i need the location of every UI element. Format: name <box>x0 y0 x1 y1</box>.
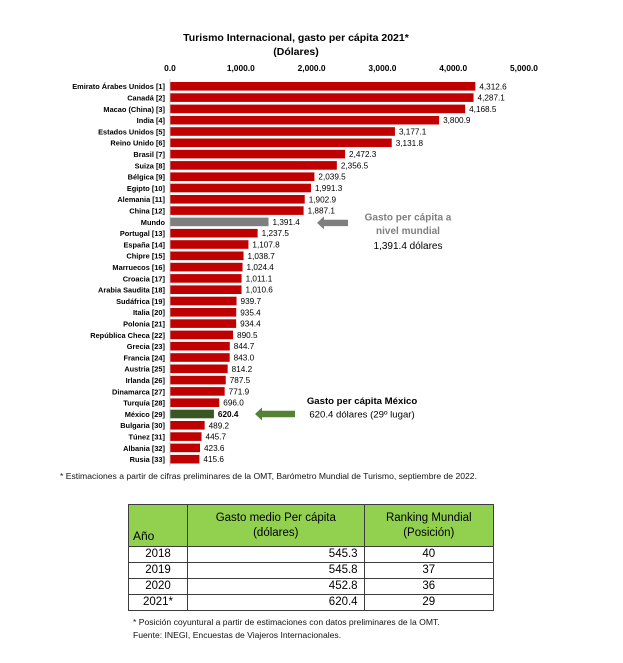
category-label: Croacia [17] <box>122 274 165 284</box>
category-label: Emirato Árabes Unidos [1] <box>72 82 165 92</box>
cell-rank: 36 <box>364 579 493 595</box>
bar <box>170 297 237 306</box>
category-label: Bélgica [9] <box>127 172 165 182</box>
value-label: 843.0 <box>233 353 255 363</box>
header-rank-line2: (Posición) <box>403 526 455 539</box>
table-row <box>129 579 494 595</box>
world-annotation-text: Gasto per cápita a <box>364 212 452 224</box>
category-label: Portugal [13] <box>119 229 165 239</box>
bar <box>170 127 395 136</box>
value-label: 1,237.5 <box>261 229 289 239</box>
value-label: 1,887.1 <box>307 206 335 216</box>
chart-subtitle: (Dólares) <box>273 46 319 58</box>
category-label: República Checa [22] <box>90 330 165 340</box>
cell-value: 545.8 <box>188 563 365 579</box>
bar <box>170 82 475 91</box>
header-spend-line2: (dólares) <box>253 526 299 539</box>
cell-rank: 40 <box>364 547 493 563</box>
bar <box>170 105 465 114</box>
category-label: Brasil [7] <box>133 150 165 159</box>
category-label: Mundo <box>140 217 165 227</box>
x-tick-label: 1,000.0 <box>226 63 255 73</box>
category-label: Dinamarca [27] <box>112 387 165 397</box>
value-label: 4,287.1 <box>477 93 505 103</box>
bar <box>170 172 314 181</box>
category-label: España [14] <box>123 240 165 250</box>
table-row <box>129 563 494 579</box>
bar <box>170 421 205 430</box>
category-label: Canadá [2] <box>127 93 165 103</box>
bar <box>170 229 258 238</box>
cell-year: 2020 <box>129 579 188 595</box>
value-label: 844.7 <box>233 342 255 352</box>
value-label: 939.7 <box>240 297 262 306</box>
value-label: 2,039.5 <box>318 172 346 182</box>
x-tick-label: 2,000.0 <box>297 63 326 73</box>
category-label: Reino Unido [6] <box>110 138 165 148</box>
cell-value: 545.3 <box>188 547 365 563</box>
value-label: 3,177.1 <box>398 127 427 137</box>
category-label: Irlanda [26] <box>125 376 165 385</box>
value-label: 1,107.8 <box>252 240 280 250</box>
category-label: Bulgaria [30] <box>120 421 165 431</box>
value-label: 1,902.9 <box>308 195 337 205</box>
category-label: Grecia [23] <box>126 342 165 352</box>
value-label: 445.7 <box>205 432 227 442</box>
category-label: Francia [24] <box>123 353 165 363</box>
value-label: 1,991.3 <box>314 184 343 193</box>
category-label: Marruecos [16] <box>112 263 165 272</box>
category-label: Turquía [28] <box>123 398 165 408</box>
value-label: 489.2 <box>208 421 230 431</box>
category-label: Italia [20] <box>132 308 165 318</box>
value-label: 771.9 <box>228 387 250 397</box>
bar <box>170 263 243 272</box>
bar <box>170 331 233 340</box>
bar <box>170 195 305 204</box>
bar <box>170 319 236 328</box>
value-label: 935.4 <box>240 308 261 318</box>
bar <box>170 342 230 351</box>
category-label: Rusia [33] <box>129 455 165 465</box>
arrow-icon <box>317 216 348 229</box>
bar <box>170 150 345 159</box>
value-label: 814.2 <box>231 364 253 374</box>
bar <box>170 410 214 419</box>
bar <box>170 387 225 396</box>
x-tick-label: 5,000.0 <box>510 63 538 73</box>
category-label: Arabia Saudita [18] <box>98 285 165 295</box>
category-label: Túnez [31] <box>128 432 165 442</box>
bar <box>170 184 311 193</box>
bar <box>170 218 269 227</box>
bar <box>170 206 304 215</box>
bar <box>170 376 226 385</box>
category-label: Albania [32] <box>123 443 165 453</box>
header-spend <box>188 505 365 547</box>
category-label: Chipre [15] <box>126 251 165 261</box>
world-annotation-text: nivel mundial <box>376 225 440 237</box>
cell-value: 620.4 <box>188 595 365 611</box>
value-label: 1,010.6 <box>245 285 273 295</box>
bar <box>170 240 248 249</box>
category-label: China [12] <box>129 206 165 216</box>
ranking-table <box>128 504 494 611</box>
table-row <box>129 547 494 563</box>
header-rank <box>364 505 493 547</box>
cell-year: 2021* <box>129 595 188 611</box>
x-tick-label: 3,000.0 <box>368 63 397 73</box>
chart-footnote: * Estimaciones a partir de cifras preliminares de la OMT, Barómetro Mundial de Turismo, septiembre de 2022. <box>60 471 477 481</box>
bar <box>170 353 230 362</box>
category-label: Estados Unidos [5] <box>98 127 165 137</box>
cell-year: 2019 <box>129 563 188 579</box>
bar <box>170 274 242 283</box>
chart-title: Turismo Internacional, gasto per cápita 2021* <box>183 32 409 44</box>
value-label: 934.4 <box>240 319 261 329</box>
table-note: * Posición coyuntural a partir de estimaciones con datos preliminares de la OMT. <box>133 617 440 627</box>
table-header-row <box>129 505 494 547</box>
value-label: 1,038.7 <box>247 251 275 261</box>
value-label: 787.5 <box>229 376 251 386</box>
x-tick-label: 0.0 <box>164 63 176 73</box>
value-label: 1,391.4 <box>272 217 300 227</box>
category-label: México [29] <box>124 409 165 419</box>
category-label: Macao (China) [3] <box>103 104 165 114</box>
value-label: 1,024.4 <box>246 263 274 273</box>
value-label: 3,800.9 <box>443 116 471 126</box>
arrow-icon <box>255 408 295 421</box>
cell-year: 2018 <box>129 547 188 563</box>
value-label: 890.5 <box>237 330 258 340</box>
bar <box>170 161 337 170</box>
value-label: 1,011.1 <box>245 274 273 284</box>
category-label: Suiza [8] <box>134 161 165 171</box>
value-label: 423.6 <box>203 443 225 453</box>
mexico-annotation-text: Gasto per cápita México <box>306 396 418 407</box>
header-spend-line1: Gasto medio Per cápita <box>215 511 336 524</box>
world-annotation-text: 1,391.4 dólares <box>373 240 443 252</box>
bar <box>170 93 474 102</box>
value-label: 415.6 <box>203 455 224 465</box>
category-label: Polonia [21] <box>123 319 165 329</box>
category-label: Alemania [11] <box>117 195 165 205</box>
value-label: 4,168.5 <box>469 104 497 114</box>
value-label: 3,131.8 <box>395 138 424 148</box>
mexico-annotation-text: 620.4 dólares (29º lugar) <box>309 409 415 421</box>
cell-rank: 37 <box>364 563 493 579</box>
bar <box>170 455 199 464</box>
value-label: 620.4 <box>217 410 239 419</box>
cell-rank: 29 <box>364 595 493 611</box>
table-row <box>129 595 494 611</box>
value-label: 4,312.6 <box>479 82 507 92</box>
category-label: Austria [25] <box>124 364 165 374</box>
bar <box>170 308 236 317</box>
x-tick-label: 4,000.0 <box>439 63 468 73</box>
value-label: 2,472.3 <box>349 150 377 160</box>
bar <box>170 432 202 441</box>
category-label: Sudáfrica [19] <box>116 296 165 306</box>
value-label: 2,356.5 <box>340 161 369 171</box>
source-note: Fuente: INEGI, Encuestas de Viajeros Internacionales. <box>133 630 342 640</box>
bar <box>170 252 244 261</box>
bar <box>170 398 219 407</box>
bar <box>170 139 392 148</box>
header-year: Año <box>129 505 188 547</box>
category-label: India [4] <box>136 116 165 126</box>
category-label: Egipto [10] <box>126 183 165 193</box>
bar <box>170 285 242 294</box>
table-notes <box>133 616 440 642</box>
bar <box>170 444 200 453</box>
bar <box>170 365 228 374</box>
value-label: 696.0 <box>223 398 244 408</box>
cell-value: 452.8 <box>188 579 365 595</box>
bar <box>170 116 439 125</box>
header-rank-line1: Ranking Mundial <box>385 511 472 524</box>
